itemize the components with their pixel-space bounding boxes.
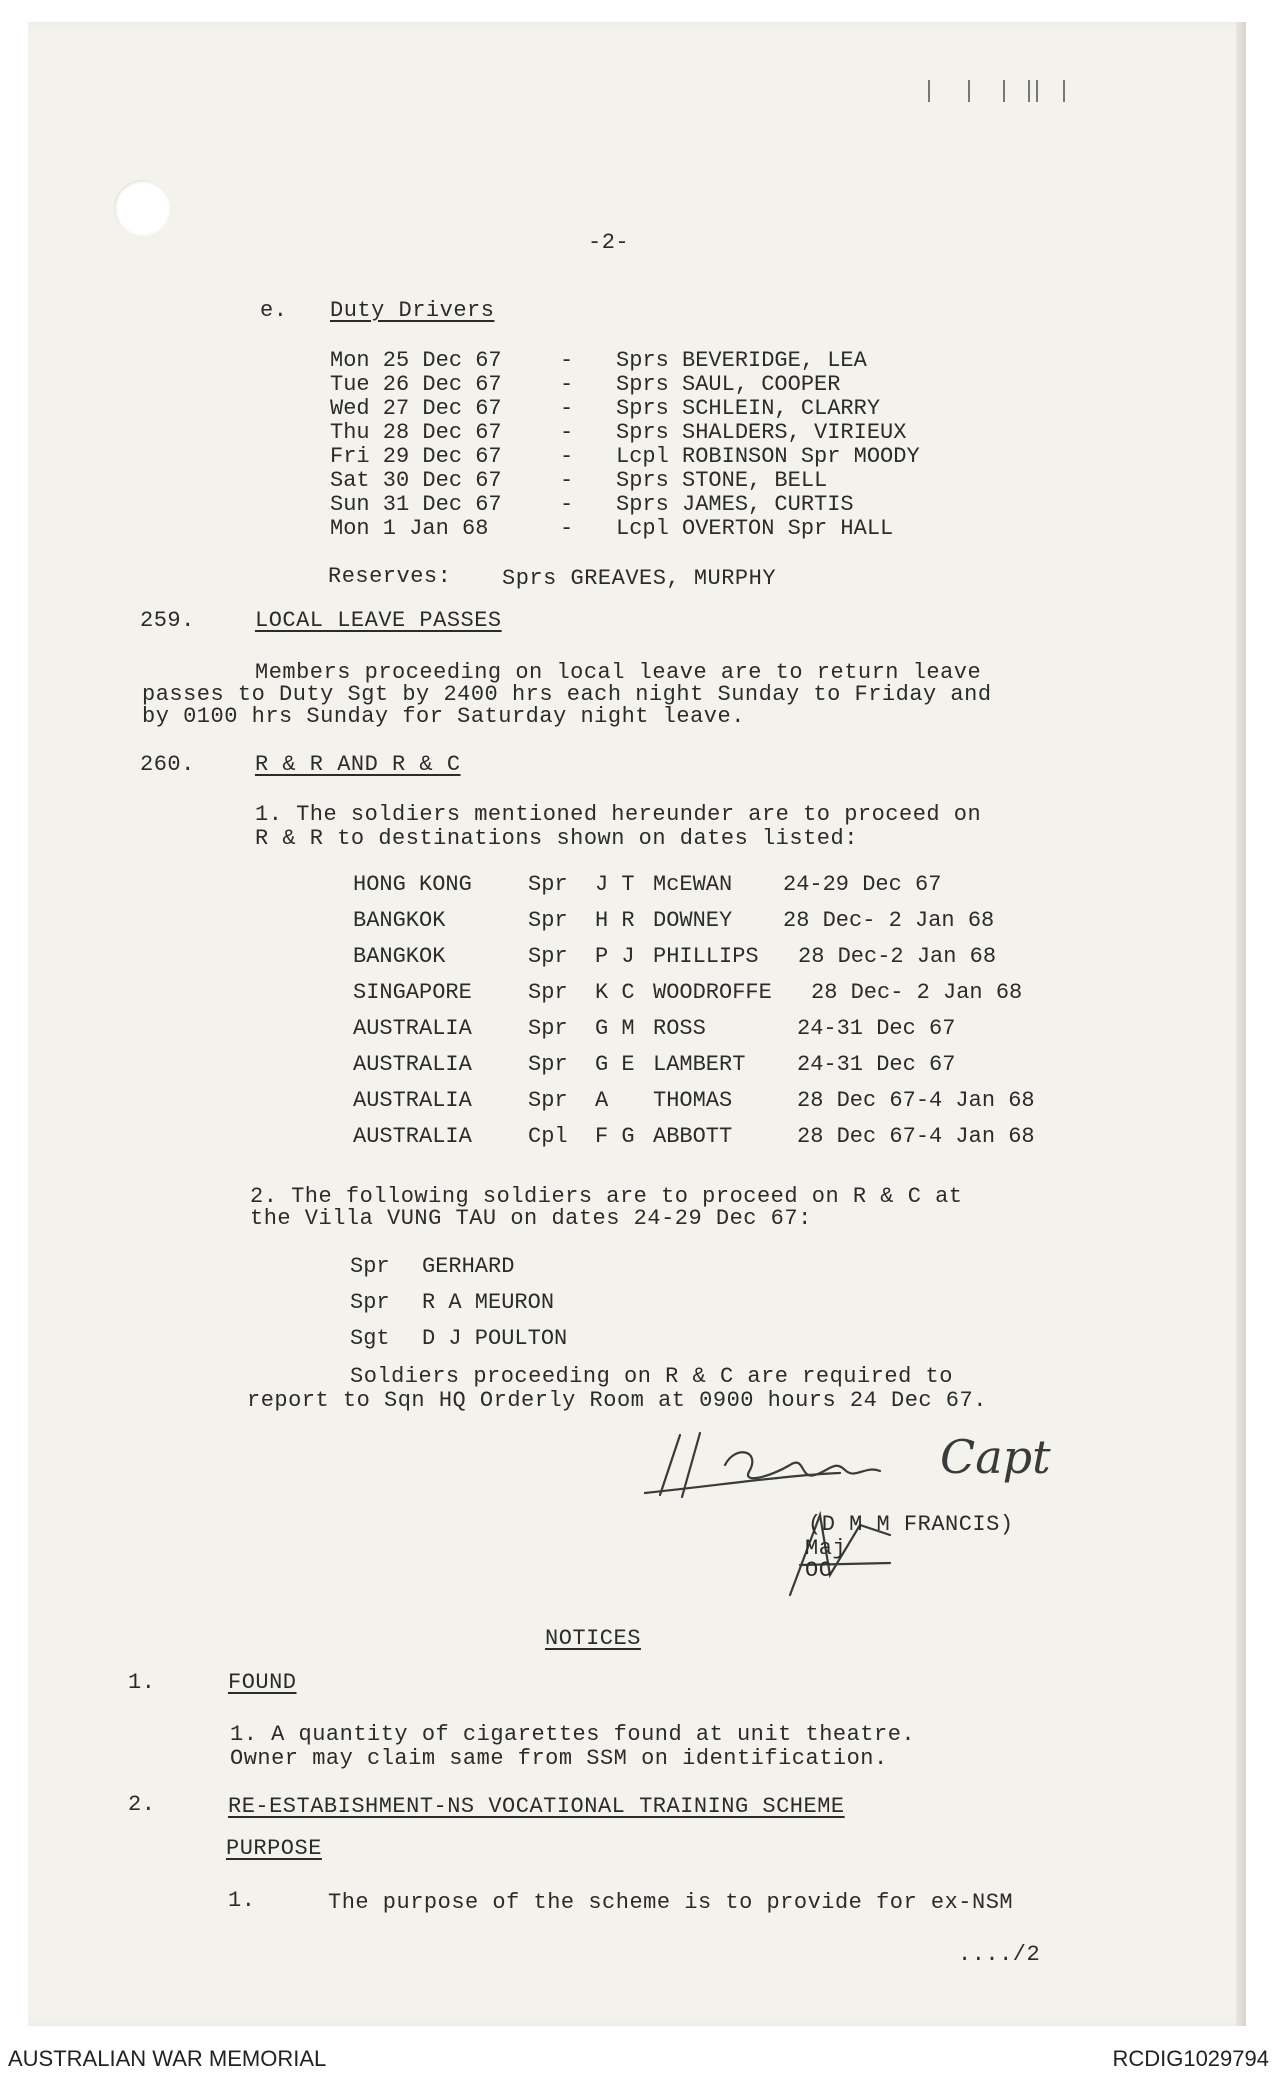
section-260-para1-line: 1. The soldiers mentioned hereunder are to proceed on	[255, 802, 982, 827]
rr-rank: Spr	[528, 908, 568, 933]
rr-initials: A	[595, 1088, 609, 1113]
driver-names: Sprs SHALDERS, VIRIEUX	[616, 420, 907, 445]
signature-capt: Capt	[940, 1430, 1051, 1484]
report-line: report to Sqn HQ Orderly Room at 0900 hours 24 Dec 67.	[247, 1388, 987, 1413]
driver-date: Thu 28 Dec 67	[330, 420, 502, 445]
rr-dates: 28 Dec- 2 Jan 68	[783, 908, 995, 933]
rc-rank: Spr	[350, 1254, 390, 1279]
rr-initials: G E	[595, 1052, 635, 1077]
rr-rank: Cpl	[528, 1124, 568, 1149]
reserves-names: Sprs GREAVES, MURPHY	[502, 566, 777, 591]
rr-rank: Spr	[528, 1052, 568, 1077]
driver-date: Tue 26 Dec 67	[330, 372, 502, 397]
rr-name: ROSS	[653, 1016, 706, 1041]
continuation-marker: ..../2	[958, 1942, 1041, 1967]
rr-initials: J T	[595, 872, 635, 897]
section-259-line: passes to Duty Sgt by 2400 hrs each night Sunday to Friday and	[142, 682, 992, 707]
notice-1-line: 1. A quantity of cigarettes found at unit theatre.	[230, 1722, 916, 1747]
driver-dash: -	[560, 348, 574, 373]
rr-initials: K C	[595, 980, 635, 1005]
section-260-para2-line: the Villa VUNG TAU on dates 24-29 Dec 67:	[250, 1206, 812, 1231]
notice-2-number: 2.	[128, 1792, 156, 1817]
notice-2-heading: RE-ESTABISHMENT-NS VOCATIONAL TRAINING SCHEME	[228, 1794, 845, 1819]
rr-rank: Spr	[528, 944, 568, 969]
section-259-line: Members proceeding on local leave are to return leave	[255, 660, 982, 685]
driver-dash: -	[560, 468, 574, 493]
rc-rank: Spr	[350, 1290, 390, 1315]
rr-initials: F G	[595, 1124, 635, 1149]
driver-date: Mon 25 Dec 67	[330, 348, 502, 373]
reserves-label: Reserves:	[328, 564, 452, 589]
driver-dash: -	[560, 492, 574, 517]
driver-dash: -	[560, 516, 574, 541]
rr-destination: AUSTRALIA	[353, 1052, 472, 1077]
section-260-para2-line: 2. The following soldiers are to proceed on R & C at	[250, 1184, 963, 1209]
driver-names: Lcpl ROBINSON Spr MOODY	[616, 444, 920, 469]
page-number: -2-	[588, 230, 630, 255]
section-260-number: 260.	[140, 752, 195, 777]
rr-dates: 24-31 Dec 67	[797, 1016, 956, 1041]
purpose-number: 1.	[228, 1888, 256, 1913]
rr-dates: 28 Dec-2 Jan 68	[798, 944, 997, 969]
notice-1-line: Owner may claim same from SSM on identification.	[230, 1746, 888, 1771]
report-line: Soldiers proceeding on R & C are required to	[350, 1364, 953, 1389]
rr-destination: SINGAPORE	[353, 980, 472, 1005]
driver-dash: -	[560, 444, 574, 469]
rr-name: ABBOTT	[653, 1124, 733, 1149]
rr-rank: Spr	[528, 980, 568, 1005]
duty-drivers-letter: e.	[260, 298, 288, 323]
rr-destination: HONG KONG	[353, 872, 472, 897]
rr-rank: Spr	[528, 1016, 568, 1041]
signatory-name: (D M M FRANCIS)	[808, 1512, 1014, 1537]
notices-heading: NOTICES	[545, 1626, 641, 1651]
rr-destination: AUSTRALIA	[353, 1124, 472, 1149]
driver-date: Mon 1 Jan 68	[330, 516, 489, 541]
rr-name: LAMBERT	[653, 1052, 746, 1077]
section-260-heading: R & R AND R & C	[255, 752, 461, 777]
rr-name: PHILLIPS	[653, 944, 759, 969]
notice-1-heading: FOUND	[228, 1670, 297, 1695]
driver-names: Sprs JAMES, CURTIS	[616, 492, 854, 517]
rr-dates: 24-29 Dec 67	[783, 872, 942, 897]
driver-date: Wed 27 Dec 67	[330, 396, 502, 421]
driver-date: Sun 31 Dec 67	[330, 492, 502, 517]
driver-dash: -	[560, 420, 574, 445]
rc-name: R A MEURON	[422, 1290, 555, 1315]
section-259-number: 259.	[140, 608, 195, 633]
rc-name: D J POULTON	[422, 1326, 568, 1351]
rr-destination: BANGKOK	[353, 944, 446, 969]
punch-hole	[114, 180, 170, 236]
rr-destination: AUSTRALIA	[353, 1088, 472, 1113]
section-259-line: by 0100 hrs Sunday for Saturday night leave.	[142, 704, 745, 729]
rc-name: GERHARD	[422, 1254, 515, 1279]
rr-destination: BANGKOK	[353, 908, 446, 933]
rr-dates: 28 Dec 67-4 Jan 68	[797, 1124, 1035, 1149]
rr-initials: G M	[595, 1016, 635, 1041]
driver-dash: -	[560, 396, 574, 421]
footer-archive-name: AUSTRALIAN WAR MEMORIAL	[8, 2046, 327, 2071]
driver-date: Sat 30 Dec 67	[330, 468, 502, 493]
rr-initials: P J	[595, 944, 635, 969]
purpose-line: The purpose of the scheme is to provide for ex-NSM	[328, 1890, 1014, 1915]
rr-name: DOWNEY	[653, 908, 733, 933]
section-260-para1-line: R & R to destinations shown on dates listed:	[255, 826, 858, 851]
rc-rank: Sgt	[350, 1326, 390, 1351]
rr-dates: 28 Dec 67-4 Jan 68	[797, 1088, 1035, 1113]
paper-edge	[1236, 22, 1246, 2026]
rr-dates: 24-31 Dec 67	[797, 1052, 956, 1077]
rr-name: WOODROFFE	[653, 980, 772, 1005]
driver-names: Sprs SCHLEIN, CLARRY	[616, 396, 881, 421]
rr-initials: H R	[595, 908, 635, 933]
purpose-heading: PURPOSE	[226, 1836, 322, 1861]
driver-names: Sprs SAUL, COOPER	[616, 372, 841, 397]
rr-name: THOMAS	[653, 1088, 733, 1113]
rr-destination: AUSTRALIA	[353, 1016, 472, 1041]
driver-date: Fri 29 Dec 67	[330, 444, 502, 469]
notice-1-number: 1.	[128, 1670, 156, 1695]
rr-rank: Spr	[528, 872, 568, 897]
driver-names: Lcpl OVERTON Spr HALL	[616, 516, 894, 541]
driver-dash: -	[560, 372, 574, 397]
rr-dates: 28 Dec- 2 Jan 68	[811, 980, 1023, 1005]
driver-names: Sprs BEVERIDGE, LEA	[616, 348, 867, 373]
signatory-rank: Maj	[805, 1536, 847, 1561]
duty-drivers-heading: Duty Drivers	[330, 298, 495, 323]
rr-name: McEWAN	[653, 872, 733, 897]
section-259-heading: LOCAL LEAVE PASSES	[255, 608, 502, 633]
driver-names: Sprs STONE, BELL	[616, 468, 828, 493]
signatory-appointment: OC	[805, 1558, 833, 1583]
rr-rank: Spr	[528, 1088, 568, 1113]
footer-record-id: RCDIG1029794	[1112, 2046, 1269, 2071]
